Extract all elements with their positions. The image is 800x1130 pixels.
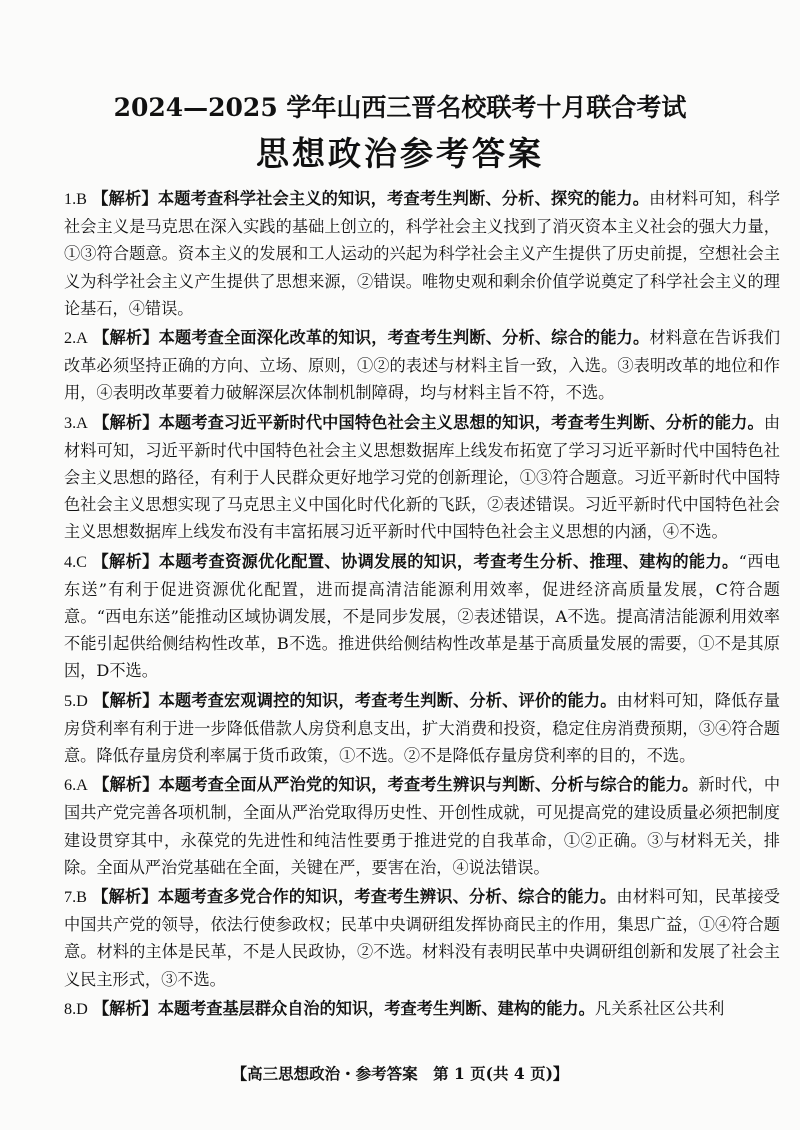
answer-item-1	[64, 185, 780, 322]
answer-key-subtitle: 思想政治参考答案	[256, 134, 544, 173]
analysis-body: 由材料可知，科学社会主义是马克思在深入实践的基础上创立的，科学社会主义找到了消灭资本主义社会的强大力量，①③符合题意。资本主义的发展和工人运动的兴起为科学社会主义产生提供了历史前提，空想社会主义为科学社会主义产生提供了思想来源，②错误。唯物史观和剩余价值学说奠定了科学社会主义的理论基石，④错误。	[64, 189, 781, 318]
analysis-tag: 【解析】	[93, 775, 159, 795]
question-number: 4.	[64, 552, 77, 571]
question-number: 6.	[64, 776, 77, 795]
analysis-tag: 【解析】	[93, 412, 159, 432]
analysis-body: 由材料可知，民革接受中国共产党的领导，依法行使参政权；民革中央调研组发挥协商民主的作用，集思广益，①④符合题意。材料的主体是民革，不是人民政协，②不选。材料没有表明民革中央调研组创新和发展了社会主义民主形式，③不选。	[64, 887, 780, 989]
analysis-tag: 【解析】	[92, 551, 159, 571]
analysis-intro: 本题考查多党合作的知识，考查考生辨识、分析、综合的能力。	[157, 887, 617, 907]
analysis-intro: 本题考查科学社会主义的知识，考查考生判断、分析、探究的能力。	[157, 189, 650, 208]
page-footer: 【高三思想政治・参考答案 第 1 页(共 4 页)】	[231, 1064, 569, 1083]
analysis-intro: 本题考查宏观调控的知识，考查考生判断、分析、评价的能力。	[158, 690, 617, 710]
answer-choice: B	[76, 190, 87, 208]
answer-item-5	[64, 687, 780, 770]
answer-choice: B	[76, 888, 87, 907]
answer-item-4	[64, 548, 780, 685]
analysis-tag: 【解析】	[93, 998, 158, 1018]
answer-choice: A	[76, 329, 88, 348]
analysis-tag: 【解析】	[92, 189, 158, 208]
analysis-body: “西电东送”有利于促进资源优化配置，进而提高清洁能源利用效率，促进经济高质量发展，C符合题意。“西电东送”能推动区域协调发展，不是同步发展，②表述错误，A不选。提高清洁能源利用效率不能引起供给侧结构性改革，B不选。推进供给侧结构性改革是基于高质量发展的需要，①不是其原因，D不选。	[64, 551, 781, 681]
question-number: 5.	[64, 691, 77, 710]
answer-item-6	[64, 771, 780, 881]
analysis-intro: 本题考查基层群众自治的知识，考查考生判断、建构的能力。	[157, 998, 595, 1018]
analysis-body: 凡关系社区公共利	[594, 998, 725, 1018]
answer-choice: D	[76, 691, 88, 710]
analysis-body: 新时代，中国共产党完善各项机制，全面从严治党取得历史性、开创性成就，可见提高党的建设质量必须把制度建设贯穿其中，永葆党的先进性和纯洁性要勇于推进党的自我革命，①②正确。③与材料无关，排除。全面从严治党基础在全面，关键在严，要害在治，④说法错误。	[64, 775, 781, 877]
analysis-intro: 本题考查资源优化配置、协调发展的知识，考查考生分析、推理、建构的能力。	[158, 551, 739, 571]
exam-title: 2024—2025 学年山西三晋名校联考十月联合考试	[113, 93, 687, 122]
answer-item-3	[64, 409, 780, 546]
answer-item-7	[64, 883, 780, 993]
question-number: 8.	[64, 999, 77, 1018]
answer-item-8	[64, 995, 780, 1023]
analysis-tag: 【解析】	[92, 887, 158, 907]
analysis-tag: 【解析】	[93, 690, 159, 710]
analysis-body: 由材料可知，降低存量房贷利率有利于进一步降低借款人房贷利息支出，扩大消费和投资，稳定住房消费预期，③④符合题意。降低存量房贷利率属于货币政策，①不选。②不是降低存量房贷利率的目的，不选。	[64, 690, 781, 766]
analysis-intro: 本题考查习近平新时代中国特色社会主义思想的知识，考查考生判断、分析的能力。	[158, 412, 764, 432]
analysis-body: 材料意在告诉我们改革必须坚持正确的方向、立场、原则，①②的表述与材料主旨一致，入选。③表明改革的地位和作用，④表明改革要着力破解深层次体制机制障碍，均与材料主旨不符，不选。	[64, 328, 781, 403]
question-number: 1.	[64, 190, 77, 208]
question-number: 3.	[64, 413, 77, 432]
answer-choice: D	[76, 999, 88, 1018]
answer-list	[64, 185, 780, 1025]
analysis-body: 由材料可知，习近平新时代中国特色社会主义思想数据库上线发布拓宽了学习习近平新时代中国特色社会主义思想的路径，有利于人民群众更好地学习党的创新理论，①③符合题意。习近平新时代中国特色社会主义思想实现了马克思主义中国化时代化新的飞跃，②表述错误。习近平新时代中国特色社会主义思想数据库上线发布没有丰富拓展习近平新时代中国特色社会主义思想的内涵，④不选。	[64, 412, 781, 542]
analysis-intro: 本题考查全面深化改革的知识，考查考生判断、分析、综合的能力。	[158, 328, 650, 348]
analysis-tag: 【解析】	[93, 328, 159, 348]
answer-choice: A	[76, 776, 88, 795]
answer-item-2	[64, 324, 780, 407]
answer-choice: A	[76, 413, 88, 432]
answer-choice: C	[76, 552, 87, 571]
question-number: 2.	[64, 329, 77, 348]
analysis-intro: 本题考查全面从严治党的知识，考查考生辨识与判断、分析与综合的能力。	[158, 775, 699, 795]
question-number: 7.	[64, 888, 77, 907]
